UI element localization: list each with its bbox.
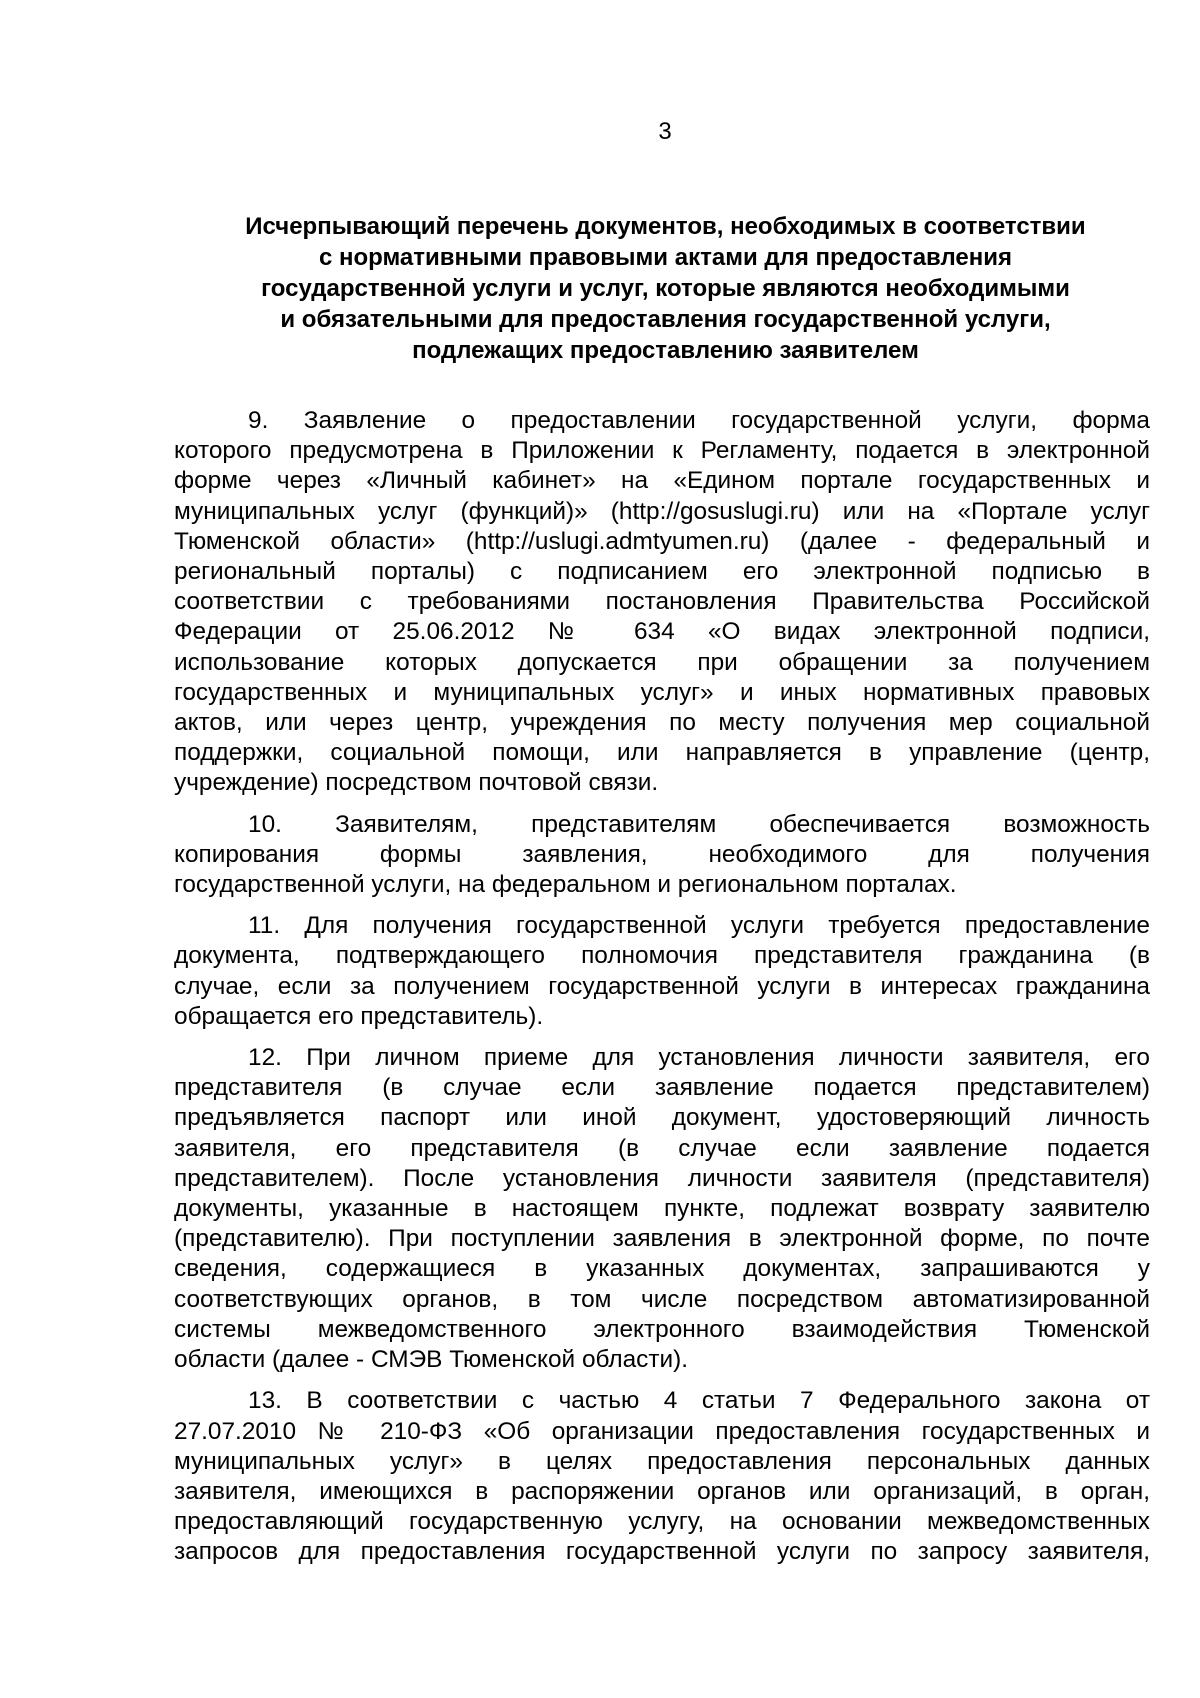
paragraph-line: обращается его представитель). — [174, 1002, 544, 1030]
paragraph-line: запросов для предоставления государственной услуги по запросу заявителя, — [174, 1538, 1150, 1566]
paragraph-line: сведения, содержащиеся в указанных документах, запрашиваются у — [174, 1255, 1150, 1283]
paragraph-line: муниципальных услуг (функций)» (http://gosuslugi.ru) или на «Портале услуг — [174, 497, 1150, 525]
paragraph-line: документы, указанные в настоящем пункте, подлежат возврату заявителю — [174, 1195, 1150, 1223]
paragraph-line: области (далее - СМЭВ Тюменской области). — [174, 1346, 689, 1374]
heading-line: государственной услуги и услуг, которые являются необходимыми — [261, 275, 1070, 302]
paragraph-line: использование которых допускается при обращении за получением — [174, 648, 1150, 676]
paragraph-item-11 — [174, 911, 1150, 1032]
heading-line: с нормативными правовыми актами для предоставления — [318, 244, 1013, 271]
paragraph-line: актов, или через центр, учреждения по месту получения мер социальной — [174, 709, 1150, 737]
paragraph-line: (представителю). При поступлении заявления в электронной форме, по почте — [174, 1225, 1150, 1253]
paragraph-item-10 — [174, 810, 1150, 901]
heading-line: и обязательными для предоставления государственной услуги, — [280, 306, 1051, 333]
paragraph-line: государственных и муниципальных услуг» и иных нормативных правовых — [174, 678, 1150, 706]
paragraph-line: предъявляется паспорт или иной документ, удостоверяющий личность — [174, 1104, 1150, 1132]
paragraph-line: учреждение) посредством почтовой связи. — [174, 769, 659, 797]
paragraph-line: представителем). После установления личности заявителя (представителя) — [174, 1164, 1150, 1192]
paragraph-line: заявителя, его представителя (в случае если заявление подается — [174, 1134, 1150, 1162]
paragraph-line: предоставляющий государственную услугу, на основании межведомственных — [174, 1508, 1150, 1536]
section-heading — [176, 211, 1155, 366]
paragraph-line: поддержки, социальной помощи, или направляется в управление (центр, — [174, 739, 1150, 767]
heading-line: подлежащих предоставлению заявителем — [412, 337, 919, 364]
paragraph-item-13 — [174, 1386, 1150, 1567]
paragraph-line: форме через «Личный кабинет» на «Едином портале государственных и — [174, 467, 1150, 495]
paragraph-line: региональный порталы) с подписанием его электронной подписью в — [174, 558, 1150, 586]
paragraph-line: соответствующих органов, в том числе посредством автоматизированной — [174, 1285, 1150, 1313]
paragraph-line: Тюменской области» (http://uslugi.admtyumen.ru) (далее - федеральный и — [174, 527, 1150, 555]
paragraph-line: 9. Заявление о предоставлении государственной услуги, форма — [248, 407, 1150, 434]
paragraph-line: случае, если за получением государственной услуги в интересах гражданина — [174, 972, 1150, 1000]
paragraph-line: копирования формы заявления, необходимого для получения — [174, 840, 1150, 868]
paragraph-item-9 — [174, 406, 1150, 799]
paragraph-line: которого предусмотрена в Приложении к Регламенту, подается в электронной — [174, 437, 1150, 465]
paragraph-line: Федерации от 25.06.2012 № 634 «О видах электронной подписи, — [174, 618, 1150, 646]
paragraph-line: 12. При личном приеме для установления личности заявителя, его — [248, 1044, 1150, 1072]
paragraph-line: муниципальных услуг» в целях предоставления персональных данных — [174, 1447, 1150, 1475]
paragraph-line: представителя (в случае если заявление подается представителем) — [174, 1074, 1150, 1102]
paragraph-item-12 — [174, 1043, 1150, 1375]
paragraph-line: 27.07.2010 № 210-ФЗ «Об организации предоставления государственных и — [174, 1417, 1150, 1445]
document-body — [174, 406, 1150, 1579]
paragraph-line: 10. Заявителям, представителям обеспечивается возможность — [248, 810, 1150, 838]
paragraph-line: 13. В соответствии с частью 4 статьи 7 Федерального закона от — [248, 1387, 1150, 1415]
paragraph-line: документа, подтверждающего полномочия представителя гражданина (в — [174, 942, 1150, 970]
paragraph-line: 11. Для получения государственной услуги требуется предоставление — [248, 912, 1150, 940]
page-number: 3 — [658, 118, 672, 145]
paragraph-line: соответствии с требованиями постановления Правительства Российской — [174, 588, 1150, 616]
heading-line: Исчерпывающий перечень документов, необходимых в соответствии — [245, 213, 1086, 240]
paragraph-line: системы межведомственного электронного взаимодействия Тюменской — [174, 1315, 1150, 1343]
paragraph-line: государственной услуги, на федеральном и региональном порталах. — [174, 871, 957, 899]
paragraph-line: заявителя, имеющихся в распоряжении органов или организаций, в орган, — [174, 1477, 1150, 1505]
